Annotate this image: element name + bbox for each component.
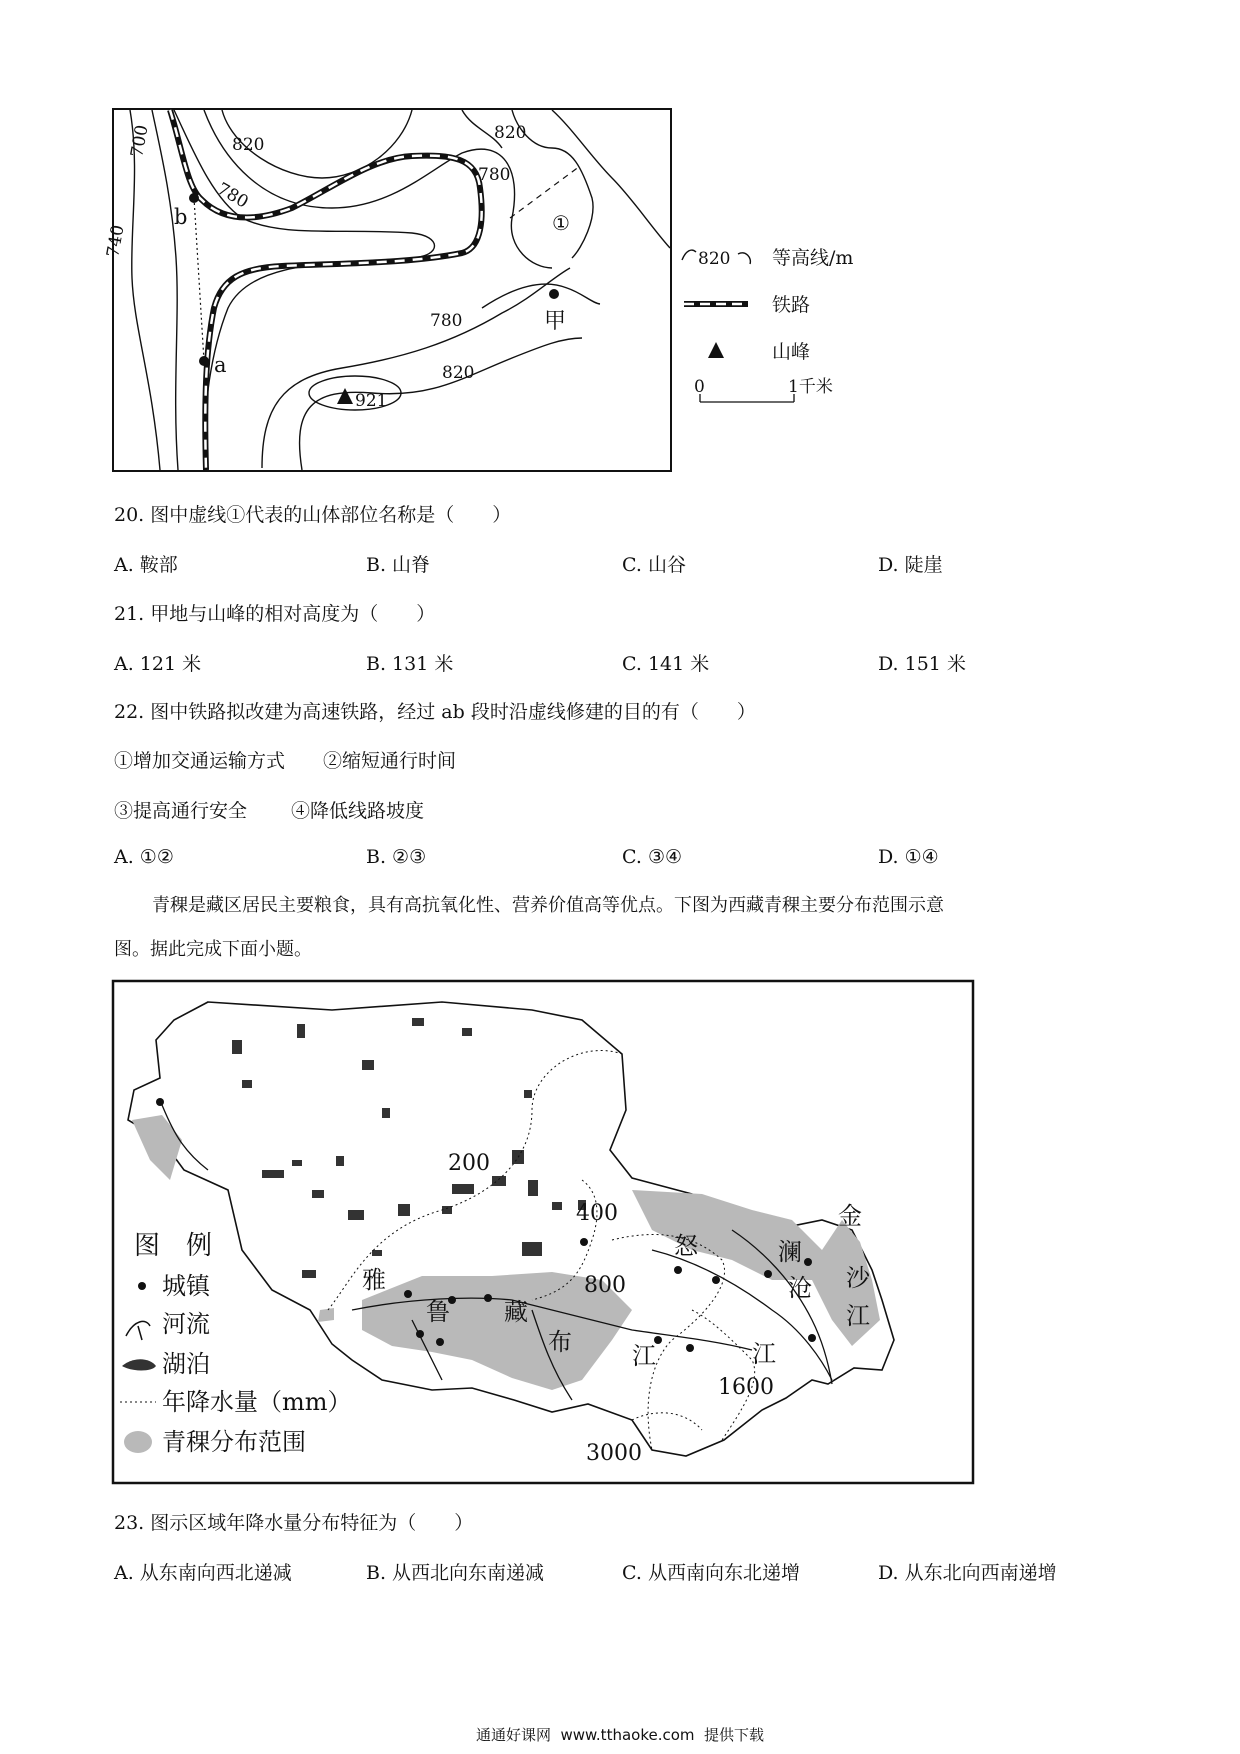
q21-option-b[interactable]: B. 131 米: [366, 653, 454, 675]
intro-line-1: 青稞是藏区居民主要粮食，具有高抗氧化性、营养价值高等优点。下图为西藏青稞主要分布范围示意: [152, 895, 944, 916]
point-b-label: b: [174, 205, 188, 229]
river-char: 江: [846, 1302, 870, 1330]
contour-label: 700: [127, 123, 153, 159]
tibet-map-figure: [112, 980, 974, 1484]
contour-label: 780: [430, 311, 463, 331]
q22-option-b[interactable]: B. ②③: [366, 846, 427, 868]
legend-barley-label: 青稞分布范围: [162, 1428, 306, 1456]
question-21-stem: 21. 甲地与山峰的相对高度为（ ）: [114, 603, 436, 625]
intro-line-2: 图。据此完成下面小题。: [114, 939, 312, 960]
river-char: 江: [632, 1342, 656, 1370]
q23-option-c[interactable]: C. 从西南向东北递增: [622, 1562, 800, 1584]
q23-option-a[interactable]: A. 从东南向西北递减: [114, 1562, 292, 1584]
river-char: 藏: [504, 1298, 528, 1326]
point-jia-label: 甲: [544, 309, 567, 334]
legend-peak-label: 山峰: [772, 341, 811, 363]
q22-statement-line-2: ③提高通行安全 ④降低线路坡度: [114, 800, 425, 822]
legend-title: 图 例: [134, 1231, 213, 1261]
tibet-map-svg: [112, 980, 974, 1484]
legend-peak-icon: [708, 342, 724, 358]
isohyet-label: 3000: [586, 1441, 642, 1466]
river-char: 怒: [674, 1232, 698, 1260]
legend-barley-icon: [124, 1431, 152, 1453]
legend-lake-label: 湖泊: [162, 1350, 210, 1378]
contour-label: 780: [213, 179, 252, 213]
isohyet-label: 200: [448, 1151, 490, 1176]
q22-option-a[interactable]: A. ①②: [114, 846, 174, 868]
legend-railway-label: 铁路: [772, 294, 811, 316]
question-20-stem: 20. 图中虚线①代表的山体部位名称是（ ）: [114, 504, 512, 526]
river-char: 鲁: [426, 1298, 450, 1326]
isohyet-label: 800: [584, 1273, 626, 1298]
river-char: 金: [838, 1202, 862, 1230]
point-a-dot: [199, 356, 209, 366]
q20-option-d[interactable]: D. 陡崖: [878, 554, 943, 576]
contour-label: 740: [103, 223, 129, 259]
legend-contour-label: 等高线/m: [772, 247, 854, 269]
marker-1: ①: [552, 211, 570, 235]
scale-zero: 0: [694, 377, 705, 397]
river-char: 澜: [778, 1238, 802, 1266]
isohyet-label: 1600: [718, 1375, 774, 1400]
river-char: 沧: [788, 1274, 812, 1302]
q23-option-d[interactable]: D. 从东北向西南递增: [878, 1562, 1057, 1584]
legend-town-label: 城镇: [162, 1272, 210, 1300]
q21-option-c[interactable]: C. 141 米: [622, 653, 710, 675]
river-char: 布: [548, 1328, 572, 1356]
question-22-stem: 22. 图中铁路拟改建为高速铁路，经过 ab 段时沿虚线修建的目的有（ ）: [114, 701, 756, 723]
q23-option-b[interactable]: B. 从西北向东南递减: [366, 1562, 545, 1584]
contour-map-svg: [103, 108, 672, 472]
point-b-dot: [189, 193, 199, 203]
isohyet-label: 400: [576, 1201, 618, 1226]
contour-map-frame: [113, 109, 671, 471]
q20-option-c[interactable]: C. 山谷: [622, 554, 686, 576]
legend-precip-label: 年降水量（mm）: [162, 1388, 352, 1416]
q21-option-d[interactable]: D. 151 米: [878, 653, 966, 675]
page-footer: 通通好课网 www.tthaoke.com 提供下载: [475, 1726, 765, 1744]
contour-label: 820: [494, 123, 527, 143]
q20-option-b[interactable]: B. 山脊: [366, 554, 431, 576]
q22-statement-line-1: ①增加交通运输方式 ②缩短通行时间: [114, 750, 457, 772]
q22-option-c[interactable]: C. ③④: [622, 846, 683, 868]
river-char: 江: [752, 1340, 776, 1368]
contour-label: 780: [478, 165, 511, 185]
legend-contour-sample: 820: [698, 249, 731, 269]
river-char: 雅: [362, 1266, 386, 1294]
q21-option-a[interactable]: A. 121 米: [114, 653, 202, 675]
point-a-label: a: [214, 353, 227, 377]
q22-option-d[interactable]: D. ①④: [878, 846, 939, 868]
contour-map-legend: [680, 240, 880, 410]
question-23-stem: 23. 图示区域年降水量分布特征为（ ）: [114, 1512, 474, 1534]
legend-town-icon: [138, 1282, 146, 1290]
contour-legend-svg: [680, 240, 880, 410]
river-char: 沙: [846, 1264, 870, 1292]
point-jia-dot: [549, 289, 559, 299]
peak-elevation: 921: [355, 391, 388, 411]
scale-end: 1千米: [788, 377, 833, 397]
contour-map-figure: [103, 108, 672, 472]
legend-river-label: 河流: [162, 1310, 210, 1338]
contour-label: 820: [442, 363, 475, 383]
q20-option-a[interactable]: A. 鞍部: [114, 554, 178, 576]
contour-label: 820: [232, 135, 265, 155]
